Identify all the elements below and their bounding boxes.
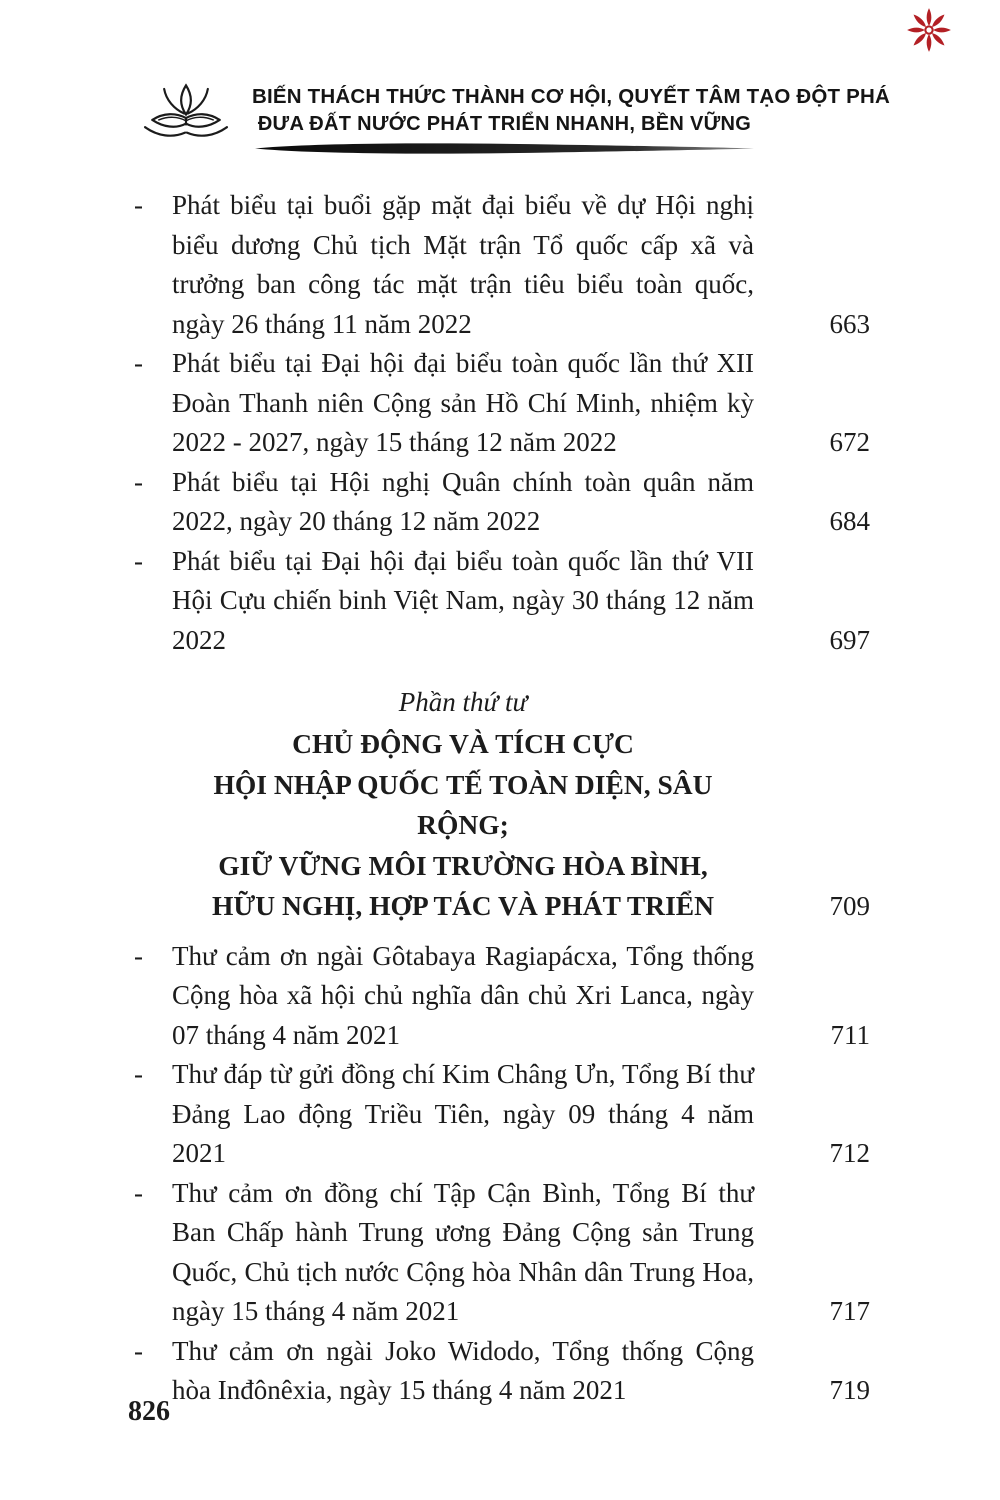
toc-entry-text: Phát biểu tại buổi gặp mặt đại biểu về dự Hội nghị biểu dương Chủ tịch Mặt trận Tổ quốc cấp xã và trưởng ban công tác mặt trận tiêu biểu toàn quốc, ngày 26 tháng 11 năm 2022	[172, 190, 754, 339]
dash-marker: -	[134, 190, 143, 220]
toc-entry	[128, 542, 870, 661]
page-header	[136, 80, 891, 158]
toc-entry-text: Phát biểu tại Hội nghị Quân chính toàn quân năm 2022, ngày 20 tháng 12 năm 2022	[172, 466, 754, 536]
toc-entry	[128, 1332, 870, 1411]
toc-entry-page: 697	[829, 624, 870, 655]
section-title-line: CHỦ ĐỘNG VÀ TÍCH CỰC	[292, 728, 634, 759]
header-title-block	[252, 80, 891, 155]
toc-entry	[128, 463, 870, 542]
toc-entry	[128, 1174, 870, 1332]
section-kicker: Phần thứ tư	[398, 687, 528, 717]
toc-entry-page: 712	[829, 1138, 870, 1168]
section-title-line: GIỮ VỮNG MÔI TRƯỜNG HÒA BÌNH,	[218, 849, 708, 881]
table-of-contents	[128, 186, 870, 1411]
toc-entry-text: Thư cảm ơn đồng chí Tập Cận Bình, Tổng Bí thư Ban Chấp hành Trung ương Đảng Cộng sản Trung Quốc, Chủ tịch nước Cộng hòa Nhân dân Trung Hoa, ngày 15 tháng 4 năm 2021	[172, 1177, 754, 1326]
dash-marker: -	[134, 940, 143, 971]
dash-marker: -	[134, 348, 143, 378]
header-title-line2: ĐƯA ĐẤT NƯỚC PHÁT TRIỂN NHANH, BỀN VỮNG	[257, 113, 752, 135]
toc-entry	[128, 186, 870, 344]
toc-entry-page: 719	[829, 1375, 870, 1405]
lotus-book-logo-icon	[136, 80, 236, 158]
header-title-line1: BIẾN THÁCH THỨC THÀNH CƠ HỘI, QUYẾT TÂM TẠO ĐỘT PHÁ	[252, 85, 891, 108]
section-page-number: 709	[829, 891, 870, 921]
toc-entry	[128, 937, 870, 1056]
section-title-line: HỘI NHẬP QUỐC TẾ TOÀN DIỆN, SÂU RỘNG;	[213, 768, 713, 840]
section-title-line: HỮU NGHỊ, HỢP TÁC VÀ PHÁT TRIỂN	[212, 890, 714, 921]
toc-entry-text: Thư đáp từ gửi đồng chí Kim Châng Ưn, Tổng Bí thư Đảng Lao động Triều Tiên, ngày 09 tháng 4 năm 2021	[172, 1059, 754, 1168]
red-flower-ornament-icon	[904, 5, 954, 55]
dash-marker: -	[134, 466, 143, 497]
header-underline-swoosh	[252, 142, 757, 155]
dash-marker: -	[134, 1059, 143, 1089]
toc-entry	[128, 344, 870, 463]
toc-entry-text: Thư cảm ơn ngài Gôtabaya Ragiapácxa, Tổng thống Cộng hòa xã hội chủ nghĩa dân chủ Xri Lanca, ngày 07 tháng 4 năm 2021	[172, 940, 754, 1050]
toc-entry-text: Thư cảm ơn ngài Joko Widodo, Tổng thống Cộng hòa Inđônêxia, ngày 15 tháng 4 năm 2021	[172, 1335, 754, 1405]
toc-entry-text: Phát biểu tại Đại hội đại biểu toàn quốc lần thứ VII Hội Cựu chiến binh Việt Nam, ngày 30 tháng 12 năm 2022	[172, 545, 754, 655]
toc-entry-page: 663	[829, 308, 870, 339]
toc-entry-page: 711	[830, 1019, 870, 1050]
section-spacer	[128, 682, 172, 927]
toc-entry-page: 684	[829, 506, 870, 536]
dash-marker: -	[134, 1335, 143, 1366]
section-heading	[128, 682, 870, 927]
toc-entry-page: 717	[829, 1296, 870, 1326]
dash-marker: -	[134, 1177, 143, 1208]
toc-entry-text: Phát biểu tại Đại hội đại biểu toàn quốc lần thứ XII Đoàn Thanh niên Cộng sản Hồ Chí Minh, nhiệm kỳ 2022 - 2027, ngày 15 tháng 12 năm 2022	[172, 348, 754, 457]
toc-entry-page: 672	[829, 427, 870, 457]
dash-marker: -	[134, 545, 143, 576]
toc-entry	[128, 1055, 870, 1174]
page-number: 826	[128, 1396, 170, 1427]
section-title-block	[172, 682, 754, 927]
